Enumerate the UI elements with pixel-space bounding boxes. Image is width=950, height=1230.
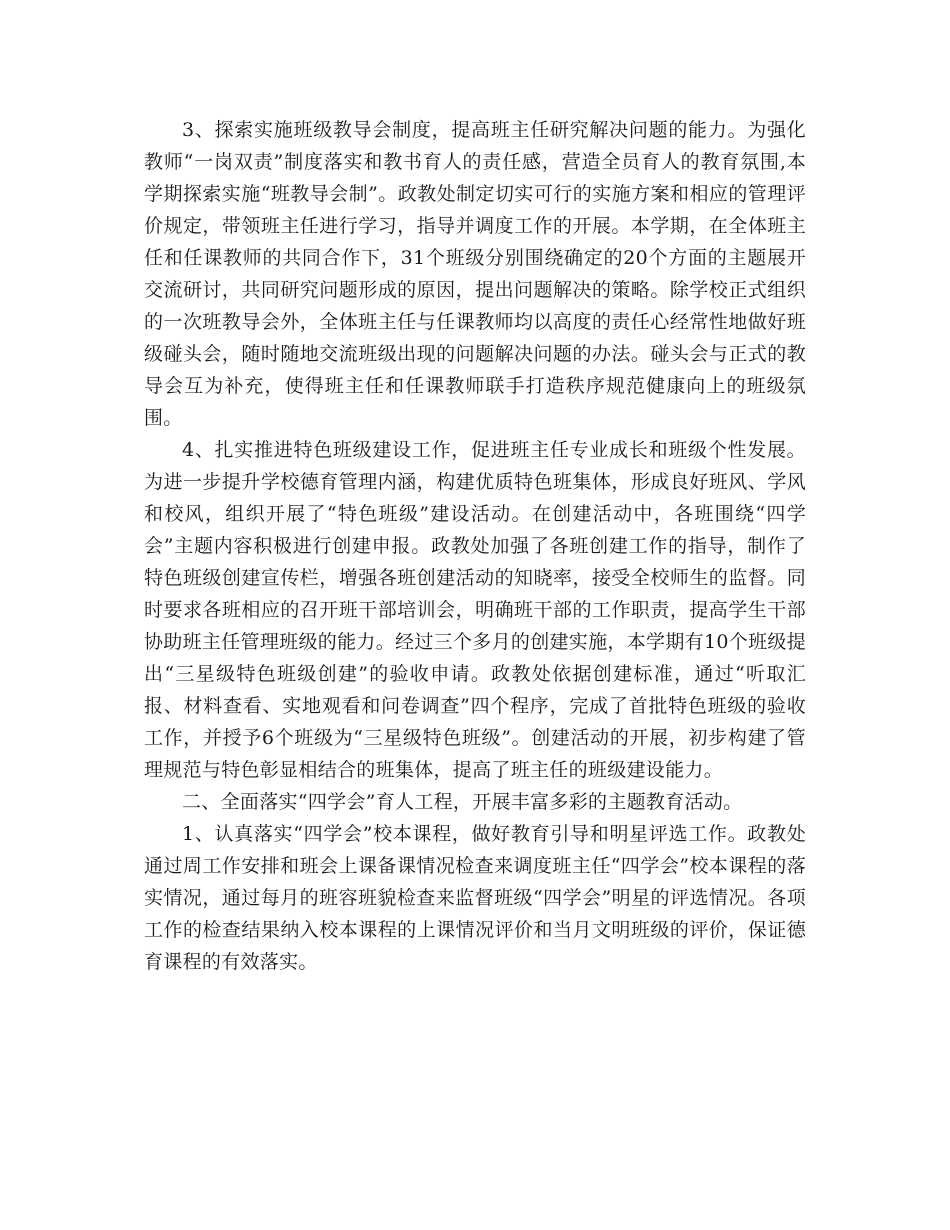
paragraph-featured-class-building: 4、扎实推进特色班级建设工作，促进班主任专业成长和班级个性发展。为进一步提升学校德育管理内涵，构建优质特色班集体，形成良好班风、学风和校风，组织开展了“特色班级”建设活动。在创建活动中，各班围绕“四学会”主题内容积极进行创建申报。政教处加强了各班创建工作的指导，制作了特色班级创建宣传栏，增强各班创建活动的知晓率，接受全校师生的监督。同时要求各班相应的召开班干部培训会，明确班干部的工作职责，提高学生干部协助班主任管理班级的能力。经过三个多月的创建实施，本学期有10个班级提出“三星级特色班级创建”的验收申请。政教处依据创建标准，通过“听取汇报、材料查看、实地观看和问卷调查”四个程序，完成了首批特色班级的验收工作，并授予6个班级为“三星级特色班级”。创建活动的开展，初步构建了管理规范与特色彰显相结合的班集体，提高了班主任的班级建设能力。 [144,439,806,781]
section-heading-four-learnings: 二、全面落实“四学会”育人工程，开展丰富多彩的主题教育活动。 [182,791,743,813]
paragraph-school-curriculum: 1、认真落实“四学会”校本课程，做好教育引导和明星评选工作。政教处通过周工作安排和班会上课备课情况检查来调度班主任“四学会”校本课程的落实情况，通过每月的班容班貌检查来监督班级“四学会”明星的评选情况。各项工作的检查结果纳入校本课程的上课情况评价和当月文明班级的评价，保证德育课程的有效落实。 [144,823,806,973]
document-body [144,114,806,978]
paragraph-class-guidance-meeting: 3、探索实施班级教导会制度，提高班主任研究解决问题的能力。为强化教师“一岗双责”制度落实和教书育人的责任感，营造全员育人的教育氛围,本学期探索实施“班教导会制”。政教处制定切实可行的实施方案和相应的管理评价规定，带领班主任进行学习，指导并调度工作的开展。本学期，在全体班主任和任课教师的共同合作下，31个班级分别围绕确定的20个方面的主题展开交流研讨，共同研究问题形成的原因，提出问题解决的策略。除学校正式组织的一次班教导会外，全体班主任与任课教师均以高度的责任心经常性地做好班级碰头会，随时随地交流班级出现的问题解决问题的办法。碰头会与正式的教导会互为补充，使得班主任和任课教师联手打造秩序规范健康向上的班级氛围。 [144,119,806,429]
